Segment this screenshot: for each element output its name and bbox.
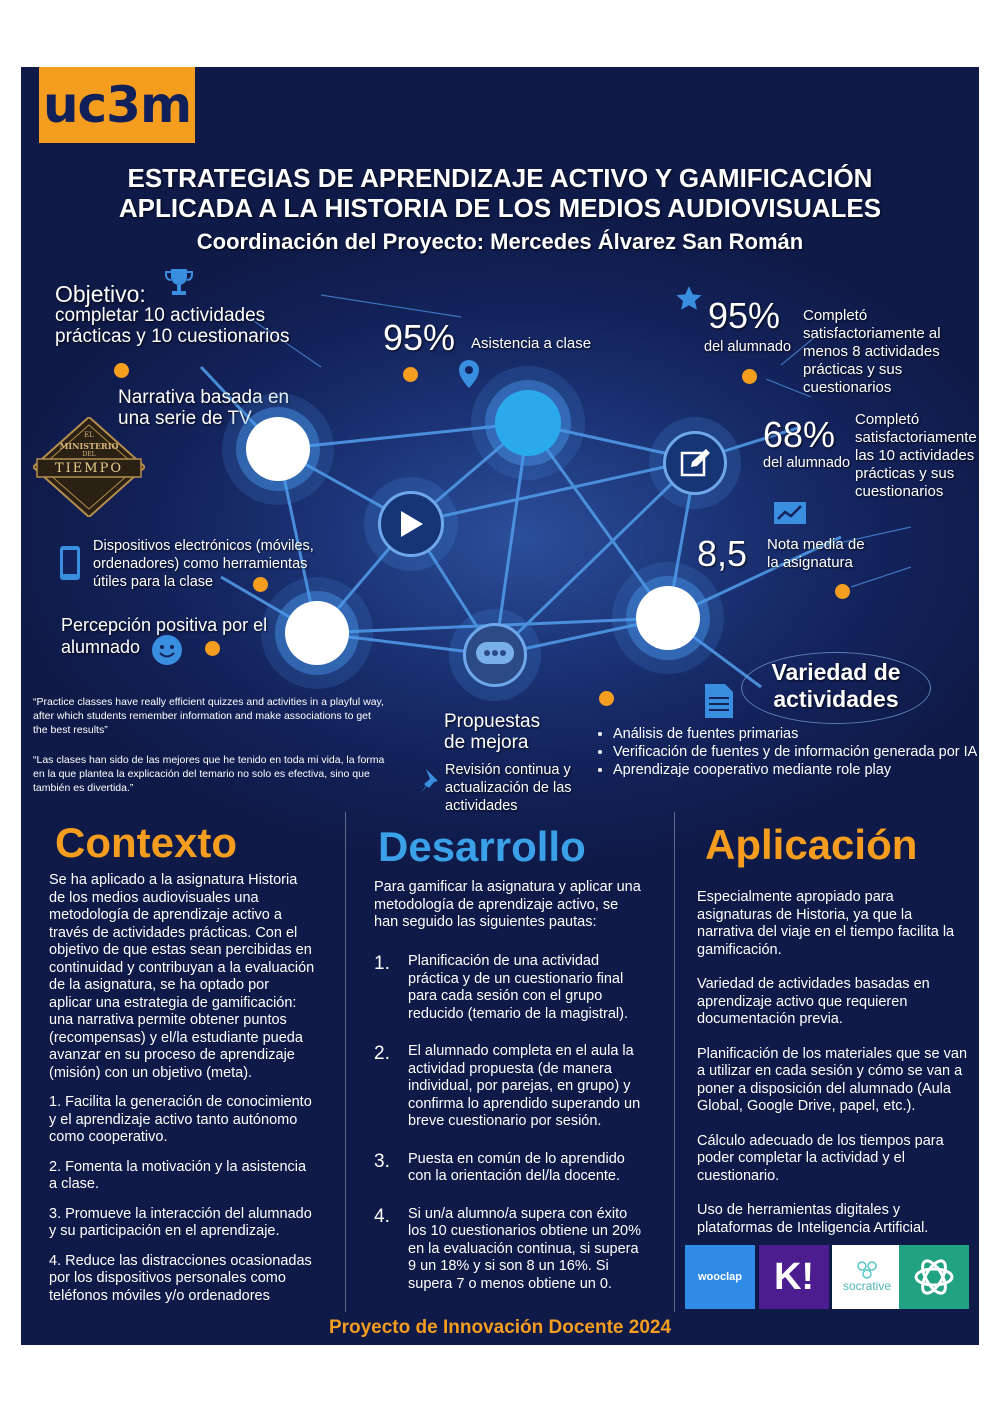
stat68-value: 68%: [763, 414, 836, 455]
list-item: 3. Promueve la interacción del alumnado y su participación en el aprendizaje.: [49, 1205, 312, 1239]
bullet-dot: [403, 367, 418, 382]
contexto-heading: Contexto: [55, 819, 237, 866]
play-node: [378, 491, 444, 557]
list-item: 1. Planificación de una actividad práctica y de un cuestionario final para cada sesión con el grupo reducido (temario de la magistral).: [374, 953, 629, 1022]
openai-icon: [910, 1253, 958, 1301]
stat95-desc: Completó satisfactoriamente al menos 8 actividades prácticas y sus cuestionarios: [803, 307, 941, 396]
bullet-dot: [205, 641, 220, 656]
edit-node: [663, 431, 727, 495]
improvements-title: Propuestas de mejora: [444, 711, 541, 753]
smartphone-icon: [59, 545, 81, 581]
play-icon: [398, 510, 424, 538]
ministerio-del-tiempo-logo: EL MINISTERIO DEL TIEMPO: [33, 417, 145, 517]
trophy-icon: [164, 267, 194, 299]
aplicacion-heading: Aplicación: [705, 821, 918, 868]
list-item: 4. Si un/a alumno/a supera con éxito los 10 cuestionarios obtiene un 20% en la evaluación continua, si supera 9 un 18% y si son 8 un 16%. Si supera 7 o menos obtiene un 0.: [374, 1205, 641, 1292]
narrative-text: Narrativa basada en una serie de TV: [118, 387, 290, 429]
grade-label: Nota media de la asignatura: [767, 536, 865, 571]
kahoot-logo: K!: [759, 1245, 829, 1309]
objective-label: Objetivo:: [55, 281, 146, 307]
list-item: 2. El alumnado completa en el aula la actividad propuesta (de manera individual, por parejas, en grupo) y confirma lo aprendido superando un breve cuestionario por sesión.: [374, 1043, 641, 1129]
list-item: • Aprendizaje cooperativo mediante role play: [613, 761, 977, 779]
bullet-dot: [114, 363, 129, 378]
perception-text: Percepción positiva por el alumnado: [61, 615, 268, 657]
uc3m-logo: uc3m: [39, 67, 195, 143]
list-item: • Verificación de fuentes y de información generada por IA: [613, 743, 977, 761]
title-line-2: APLICADA A LA HISTORIA DE LOS MEDIOS AUDIOVISUALES: [118, 193, 882, 223]
bullet-dot: [742, 369, 757, 384]
desarrollo-heading: Desarrollo: [378, 823, 586, 870]
chart-trend-icon: [773, 501, 807, 527]
stat68-desc: Completó satisfactoriamente las 10 actividades prácticas y sus cuestionarios: [855, 411, 977, 500]
desarrollo-intro: Para gamificar la asignatura y aplicar una metodología de aprendizaje activo, se han seguido las siguientes pautas:: [374, 879, 641, 930]
network-node: [495, 390, 561, 456]
socrative-mark-icon: [856, 1261, 878, 1279]
star-icon: [675, 285, 703, 313]
footer: Proyecto de Innovación Docente 2024: [328, 1317, 672, 1338]
attendance-value: 95%: [383, 317, 456, 358]
aplicacion-paragraph: Variedad de actividades basadas en aprendizaje activo que requieren documentación previa.: [697, 976, 930, 1027]
stat68-label: del alumnado: [763, 455, 851, 471]
chatgpt-logo: [899, 1245, 969, 1309]
improvements-desc: Revisión continua y actualización de las actividades: [445, 762, 572, 814]
variety-title: Variedad de actividades: [771, 659, 901, 712]
network-node: [636, 586, 700, 650]
desarrollo-steps: [374, 953, 644, 1293]
poster: [21, 67, 979, 1345]
devices-text: Dispositivos electrónicos (móviles, ordenadores) como herramientas útiles para la clase: [93, 538, 314, 590]
aplicacion-paragraph: Planificación de los materiales que se van a utilizar en cada sesión y cómo se van a poner a disposición del alumnado (Aula Global, Google Drive, papel, etc.).: [697, 1045, 968, 1114]
contexto-body: [49, 872, 315, 1317]
aplicacion-paragraph: Cálculo adecuado de los tiempos para poder completar la actividad y el cuestionario.: [697, 1132, 944, 1184]
edit-icon: [680, 448, 710, 478]
list-item: 2. Fomenta la motivación y la asistencia a clase.: [49, 1158, 307, 1192]
column-divider: [674, 812, 675, 1312]
smiley-icon: [151, 634, 183, 666]
student-quote-english: “Practice classes have really efficient quizzes and activities in a playful way, after which students remember information and make associations to get the best results”: [33, 696, 384, 736]
bullet-dot: [253, 577, 268, 592]
grade-value: 8,5: [697, 533, 748, 574]
objective-line-2: prácticas y 10 cuestionarios: [55, 326, 290, 347]
contexto-intro: Se ha aplicado a la asignatura Historia de los medios audiovisuales una metodología de aprendizaje activo a través de actividades prácticas. Con el objetivo de que estas sean percibidas en continuidad y contribuyan a la evaluación de la asignatura, se ha optado por aplicar una estrategia de gamificación: una narrativa permite obtener puntos (recompensas) y el/la estudiante pueda avanzar en su proceso de aprendizaje (misión) con un objetivo (meta).: [49, 872, 315, 1081]
list-item: 4. Reduce las distracciones ocasionadas por los dispositivos personales como teléfonos móviles y/o ordenadores: [49, 1252, 312, 1304]
list-item: 3. Puesta en común de lo aprendido con la orientación del/la docente.: [374, 1150, 625, 1184]
chat-bubble-icon: [475, 641, 515, 669]
network-node: [246, 417, 310, 481]
stat95-value: 95%: [708, 295, 781, 336]
document-icon: [704, 683, 734, 719]
attendance-label: Asistencia a clase: [471, 335, 592, 352]
student-quote-spanish: “Las clases han sido de las mejores que he tenido en toda mi vida, la forma en la que plantea la explicación del temario no solo es efectiva, sino que también es divertida.”: [33, 754, 385, 794]
objective-line-1: completar 10 actividades: [55, 305, 266, 326]
list-item: • Análisis de fuentes primarias: [613, 725, 977, 743]
aplicacion-body: [697, 889, 967, 1249]
socrative-logo: socrative: [832, 1245, 902, 1309]
stat95-label: del alumnado: [704, 339, 792, 355]
variety-list: [593, 725, 977, 779]
bullet-dot: [599, 691, 614, 706]
column-divider: [345, 812, 346, 1312]
chat-node: [463, 623, 527, 687]
location-pin-icon: [458, 359, 480, 389]
project-coordinator: Coordinación del Proyecto: Mercedes Álvarez San Román: [196, 229, 804, 254]
title-line-1: ESTRATEGIAS DE APRENDIZAJE ACTIVO Y GAMIFICACIÓN: [127, 163, 873, 193]
network-node: [285, 601, 349, 665]
aplicacion-paragraph: Especialmente apropiado para asignaturas de Historia, ya que la narrativa del viaje en el tiempo facilita la gamificación.: [697, 889, 955, 958]
bullet-dot: [835, 584, 850, 599]
wooclap-logo: wooclap: [685, 1245, 755, 1309]
pushpin-icon: [416, 767, 440, 795]
aplicacion-paragraph: Uso de herramientas digitales y plataformas de Inteligencia Artificial.: [697, 1202, 929, 1236]
list-item: 1. Facilita la generación de conocimiento y el aprendizaje activo tanto autónomo como cooperativo.: [49, 1094, 312, 1145]
